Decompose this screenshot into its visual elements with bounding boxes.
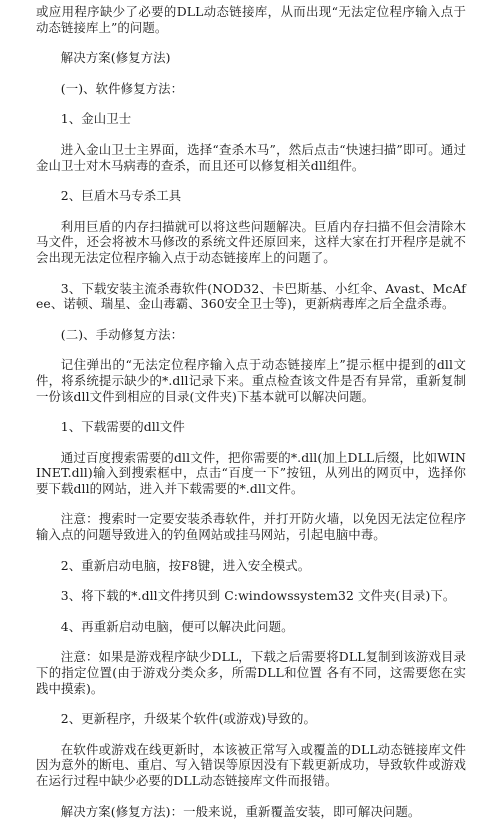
heading-manual-fix: (二)、手动修复方法： <box>60 326 184 342</box>
heading-judun-tool: 2、巨盾木马专杀工具 <box>60 188 182 204</box>
paragraph-update-program: 在软件或游戏在线更新时，本该被正常写入或覆盖的DLL动态链接库文件因为意外的断电、重启、写入错误等原因没有下载更新成功，导致软件或游戏在运行过程中缺少必要的DLL动态链接库文件而报错。 <box>36 741 466 788</box>
paragraph-final-solution: 解决方案(修复方法)：一般来说，重新覆盖安装，即可解决问题。 <box>60 803 421 819</box>
paragraph-kingsoft-guard: 进入金山卫士主界面，选择“查杀木马”，然后点击“快速扫描”即可。通过金山卫士对木马病毒的查杀，而且还可以修复相关dll组件。 <box>36 141 466 173</box>
heading-update-program: 2、更新程序，升级某个软件(或游戏)导致的。 <box>60 711 316 727</box>
paragraph-restart-safe-mode: 2、重新启动电脑，按F8键，进入安全模式。 <box>60 557 311 573</box>
paragraph-antivirus: 3、下载安装主流杀毒软件(NOD32、卡巴斯基、小红伞、Avast、McAfee、诺顿、瑞星、金山毒霸、360安全卫士等)，更新病毒库之后全盘杀毒。 <box>36 280 466 312</box>
paragraph-warning-search: 注意：搜索时一定要安装杀毒软件，并打开防火墙，以免因无法定位程序输入点的问题导致进入的钓鱼网站或挂马网站，引起电脑中毒。 <box>36 511 466 543</box>
paragraph-warning-game: 注意：如果是游戏程序缺少DLL，下载之后需要将DLL复制到该游戏目录下的指定位置(由于游戏分类众多，所需DLL和位置 各有不同，这需要您在实践中摸索)。 <box>36 649 466 696</box>
heading-download-dll: 1、下载需要的dll文件 <box>60 419 185 435</box>
heading-solution: 解决方案(修复方法) <box>60 50 171 66</box>
paragraph-intro: 或应用程序缺少了必要的DLL动态链接库，从而出现“无法定位程序输入点于动态链接库上”的问题。 <box>36 4 466 35</box>
heading-kingsoft-guard: 1、金山卫士 <box>60 111 132 127</box>
paragraph-restart-again: 4、再重新启动电脑，便可以解决此问题。 <box>60 618 294 634</box>
paragraph-copy-dll: 3、将下载的*.dll文件拷贝到 C:windowssystem32 文件夹(目录)下。 <box>60 588 456 604</box>
paragraph-download-dll: 通过百度搜索需要的dll文件，把你需要的*.dll(加上DLL后缀，比如WININET.dll)输入到搜索框中，点击“百度一下”按钮，从列出的网页中，选择你要下载dll的网站，进入并下载需要的*.dll文件。 <box>36 449 466 496</box>
document-page <box>36 4 466 819</box>
heading-software-fix: (一)、软件修复方法： <box>60 80 184 96</box>
paragraph-manual-fix: 记住弹出的“无法定位程序输入点于动态链接库上”提示框中提到的dll文件，将系统提示缺少的*.dll记录下来。重点检查该文件是否有异常，重新复制一份该dll文件到相应的目录(文件夹)下基本就可以解决问题。 <box>36 357 466 404</box>
paragraph-judun-tool: 利用巨盾的内存扫描就可以将这些问题解决。巨盾内存扫描不但会清除木马文件，还会将被木马修改的系统文件还原回来，这样大家在打开程序是就不会出现无法定位程序输入点于动态链接库上的问题了。 <box>36 218 466 265</box>
